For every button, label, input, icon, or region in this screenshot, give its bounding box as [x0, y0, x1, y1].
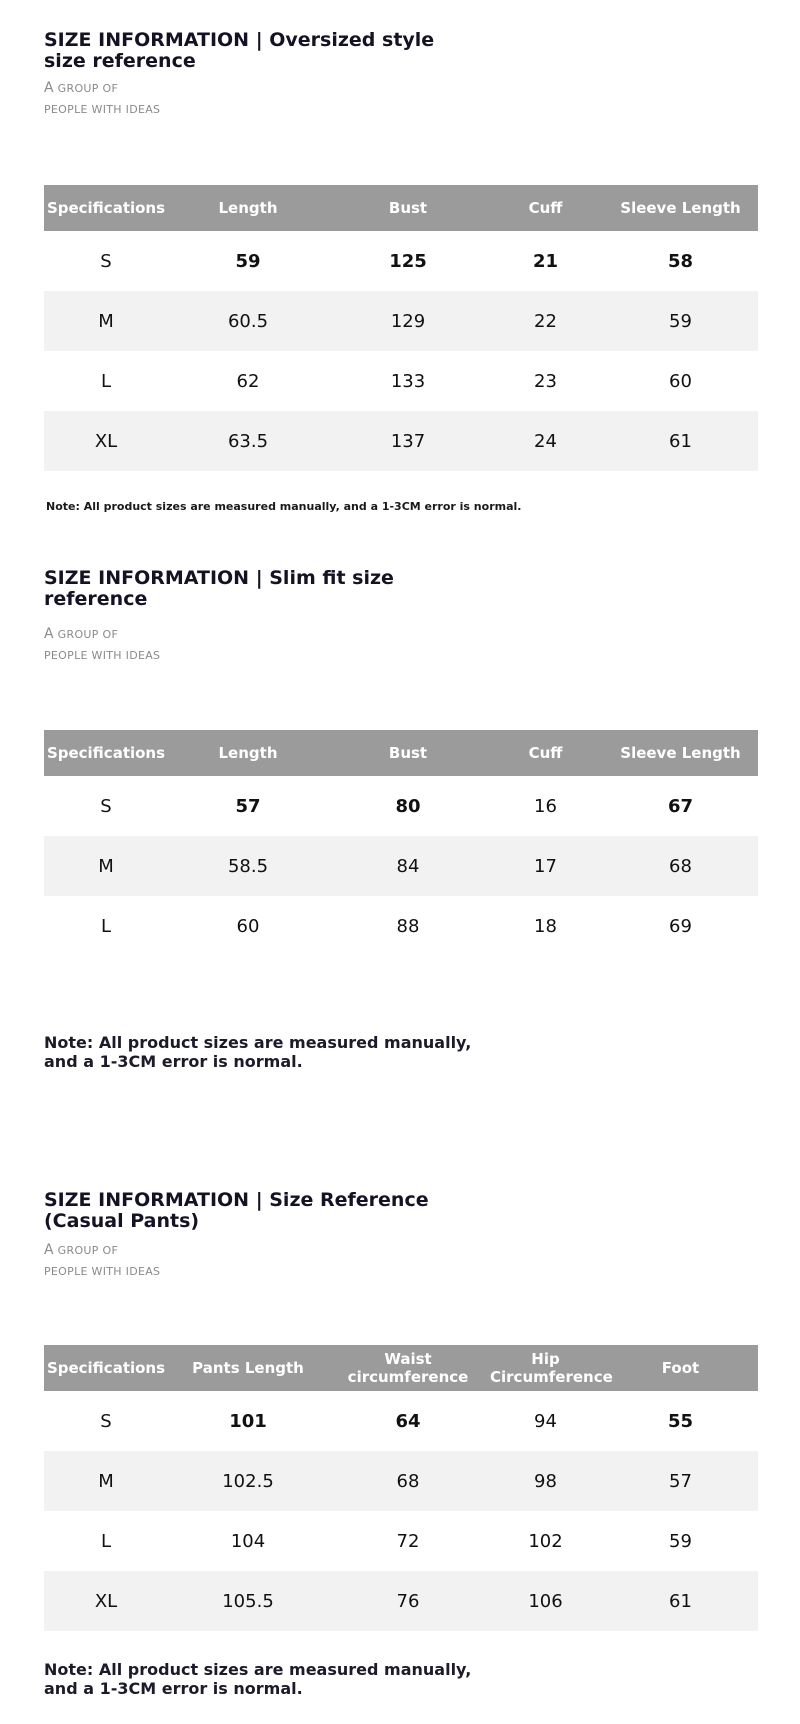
table-cell: 60	[236, 915, 260, 937]
header-cell: Sleeve Length	[620, 199, 741, 217]
tagline-line1	[44, 78, 118, 99]
table-cell: 57	[669, 1470, 692, 1492]
table-cell: 68	[669, 855, 692, 877]
table-cell: XL	[94, 1590, 118, 1612]
tagline-line1	[44, 624, 118, 645]
measurement-note: Note: All product sizes are measured manually, and a 1-3CM error is normal.	[44, 1660, 472, 1698]
header-cell: Sleeve Length	[620, 744, 741, 762]
header-cell: Specifications	[46, 199, 166, 217]
tagline-line2: PEOPLE WITH IDEAS	[44, 1265, 161, 1278]
tagline-cap: A	[44, 626, 54, 642]
header-cell: Bust	[388, 744, 428, 762]
table-cell: 104	[230, 1530, 266, 1552]
table-cell: 133	[390, 370, 426, 392]
table-row	[44, 411, 758, 471]
table-header-row	[44, 1345, 758, 1391]
table-cell: 58	[667, 250, 694, 272]
header-cell: Foot	[661, 1359, 700, 1377]
table-cell: 102	[528, 1530, 563, 1552]
header-cell: Length	[218, 744, 278, 762]
table-cell: 101	[229, 1410, 267, 1432]
tagline-line1	[44, 1240, 118, 1261]
table-cell: 72	[396, 1530, 420, 1552]
measurement-note: Note: All product sizes are measured manually, and a 1-3CM error is normal.	[44, 1033, 472, 1071]
table-cell: 105.5	[222, 1590, 274, 1612]
size-table-slim-fit	[44, 730, 758, 956]
table-cell: 67	[667, 795, 694, 817]
table-cell: 137	[390, 430, 426, 452]
table-cell: 59	[669, 1530, 692, 1552]
table-cell: 63.5	[227, 430, 269, 452]
section-title-slim-fit: SIZE INFORMATION | Slim fit size reference	[44, 567, 394, 610]
header-cell: Waist circumference	[347, 1350, 469, 1386]
table-row	[44, 1511, 758, 1571]
table-cell: M	[98, 310, 114, 332]
tagline-cap: A	[44, 1242, 54, 1258]
header-cell: Specifications	[46, 744, 166, 762]
header-cell: Length	[218, 199, 278, 217]
table-cell: 69	[669, 915, 692, 937]
table-cell: S	[100, 250, 112, 272]
table-row	[44, 291, 758, 351]
table-cell: L	[100, 1530, 112, 1552]
header-cell: Hip Circumference	[490, 1350, 613, 1386]
section-title-casual-pants: SIZE INFORMATION | Size Reference (Casual Pants)	[44, 1189, 429, 1232]
table-cell: 21	[532, 250, 559, 272]
table-cell: 88	[396, 915, 420, 937]
section-title-oversized: SIZE INFORMATION | Oversized style size reference	[44, 29, 435, 72]
table-cell: 68	[396, 1470, 420, 1492]
table-cell: 59	[235, 250, 261, 272]
table-cell: 18	[534, 915, 557, 937]
tagline-rest: GROUP OF	[53, 1244, 119, 1257]
table-cell: S	[100, 795, 112, 817]
table-cell: 64	[395, 1410, 421, 1432]
table-cell: 129	[390, 310, 426, 332]
table-cell: 23	[534, 370, 557, 392]
table-row	[44, 351, 758, 411]
header-cell: Cuff	[528, 744, 563, 762]
table-cell: 84	[396, 855, 420, 877]
table-cell: 22	[534, 310, 557, 332]
header-cell: Cuff	[528, 199, 563, 217]
table-row	[44, 231, 758, 291]
table-header-row	[44, 185, 758, 231]
table-cell: 98	[534, 1470, 557, 1492]
table-cell: 60	[669, 370, 692, 392]
size-table-oversized	[44, 185, 758, 471]
table-row	[44, 1391, 758, 1451]
table-cell: 106	[528, 1590, 563, 1612]
table-cell: 58.5	[227, 855, 269, 877]
table-cell: 61	[669, 430, 692, 452]
table-cell: 80	[395, 795, 421, 817]
table-cell: 94	[534, 1410, 557, 1432]
table-row	[44, 1571, 758, 1631]
measurement-note: Note: All product sizes are measured manually, and a 1-3CM error is normal.	[46, 500, 522, 513]
table-cell: 59	[669, 310, 692, 332]
table-row	[44, 836, 758, 896]
table-header-row	[44, 730, 758, 776]
table-row	[44, 1451, 758, 1511]
table-cell: S	[100, 1410, 112, 1432]
table-cell: L	[100, 370, 112, 392]
table-cell: 17	[534, 855, 557, 877]
table-cell: L	[100, 915, 112, 937]
table-cell: 60.5	[227, 310, 269, 332]
tagline-cap: A	[44, 80, 54, 96]
header-cell: Pants Length	[192, 1359, 304, 1377]
size-table-casual-pants	[44, 1345, 758, 1631]
table-cell: 61	[669, 1590, 692, 1612]
header-cell: Specifications	[46, 1359, 166, 1377]
table-cell: M	[98, 855, 114, 877]
table-cell: 76	[396, 1590, 420, 1612]
table-cell: XL	[94, 430, 118, 452]
tagline-line2: PEOPLE WITH IDEAS	[44, 103, 161, 116]
table-row	[44, 776, 758, 836]
table-cell: 55	[667, 1410, 694, 1432]
table-cell: 102.5	[222, 1470, 274, 1492]
tagline-rest: GROUP OF	[53, 82, 119, 95]
table-row	[44, 896, 758, 956]
tagline-rest: GROUP OF	[53, 628, 119, 641]
header-cell: Bust	[388, 199, 428, 217]
tagline-line2: PEOPLE WITH IDEAS	[44, 649, 161, 662]
table-cell: 62	[236, 370, 260, 392]
table-cell: 24	[534, 430, 557, 452]
table-cell: 57	[235, 795, 261, 817]
table-cell: 125	[389, 250, 427, 272]
table-cell: 16	[534, 795, 557, 817]
table-cell: M	[98, 1470, 114, 1492]
